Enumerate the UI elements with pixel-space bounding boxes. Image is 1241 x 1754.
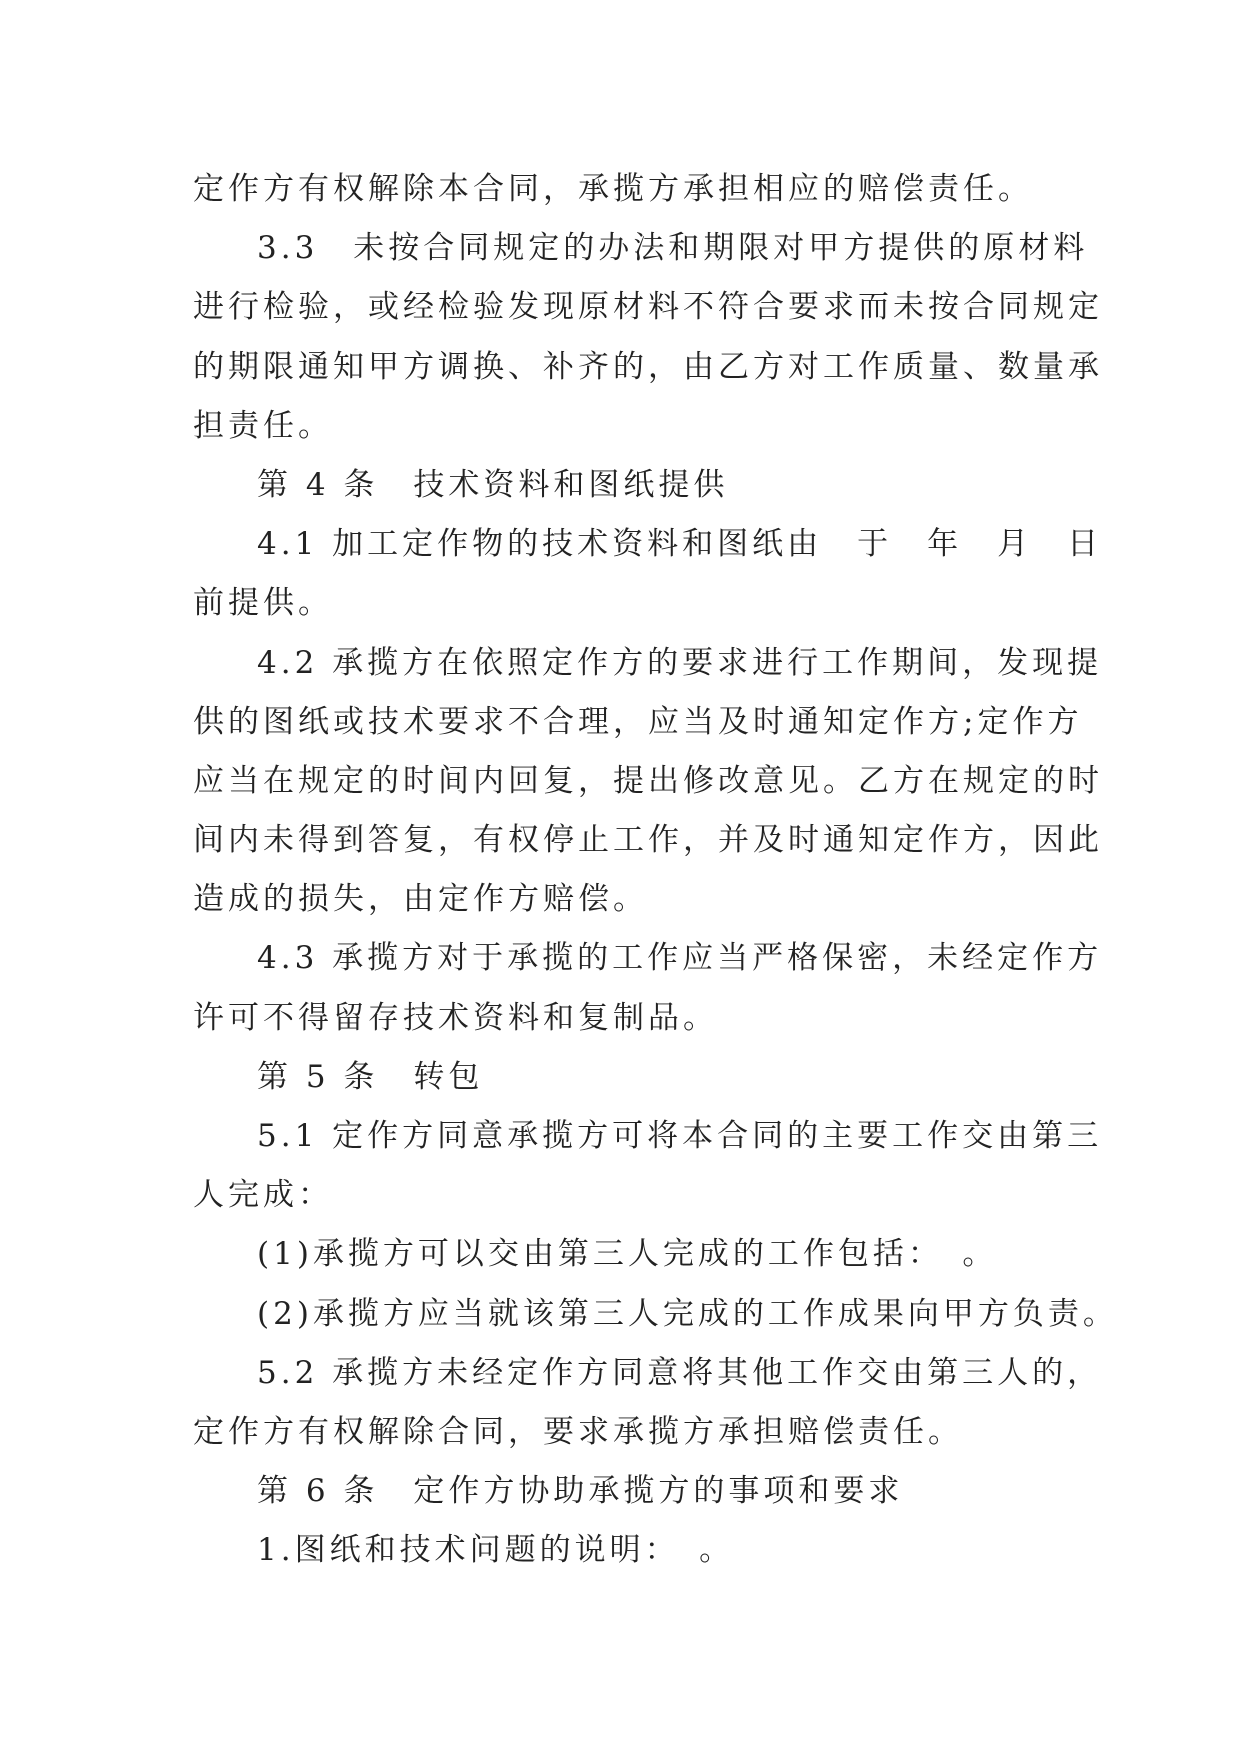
text-line: 前提供。 <box>193 585 333 622</box>
text-line: 人完成： <box>193 1177 333 1214</box>
section-heading: 第 6 条 定作方协助承揽方的事项和要求 <box>257 1473 904 1510</box>
text-line: 定作方有权解除合同，要求承揽方承担赔偿责任。 <box>193 1413 963 1450</box>
text-line: 进行检验，或经检验发现原材料不符合要求而未按合同规定 <box>193 289 1103 326</box>
contract-text <box>193 160 1118 1581</box>
text-line: 造成的损失，由定作方赔偿。 <box>193 881 648 918</box>
text-line: 应当在规定的时间内回复，提出修改意见。乙方在规定的时 <box>193 762 1103 799</box>
text-line: 5.1 定作方同意承揽方可将本合同的主要工作交由第三 <box>257 1118 1103 1154</box>
text-line: 1.图纸和技术问题的说明： 。 <box>257 1532 735 1569</box>
text-line: 间内未得到答复，有权停止工作，并及时通知定作方，因此 <box>193 822 1103 859</box>
section-heading: 第 5 条 转包 <box>257 1058 484 1095</box>
text-line: 4.2 承揽方在依照定作方的要求进行工作期间，发现提 <box>257 644 1103 681</box>
text-line: 供的图纸或技术要求不合理，应当及时通知定作方;定作方 <box>193 703 1083 740</box>
text-line: 定作方有权解除本合同，承揽方承担相应的赔偿责任。 <box>193 171 1033 207</box>
text-line: 5.2 承揽方未经定作方同意将其他工作交由第三人的， <box>257 1354 1103 1391</box>
text-line: 许可不得留存技术资料和复制品。 <box>193 999 718 1036</box>
text-line: 4.3 承揽方对于承揽的工作应当严格保密，未经定作方 <box>257 940 1103 977</box>
text-line: 的期限通知甲方调换、补齐的，由乙方对工作质量、数量承 <box>193 348 1103 385</box>
text-line: 4.1 加工定作物的技术资料和图纸由 于 年 月 日 <box>257 526 1103 563</box>
text-line: 3.3 未按合同规定的办法和期限对甲方提供的原材料 <box>257 230 1089 267</box>
section-heading: 第 4 条 技术资料和图纸提供 <box>257 466 729 503</box>
text-line: (1)承揽方可以交由第三人完成的工作包括： 。 <box>257 1236 998 1273</box>
text-line: (2)承揽方应当就该第三人完成的工作成果向甲方负责。 <box>257 1295 1118 1332</box>
text-line: 担责任。 <box>193 407 333 444</box>
